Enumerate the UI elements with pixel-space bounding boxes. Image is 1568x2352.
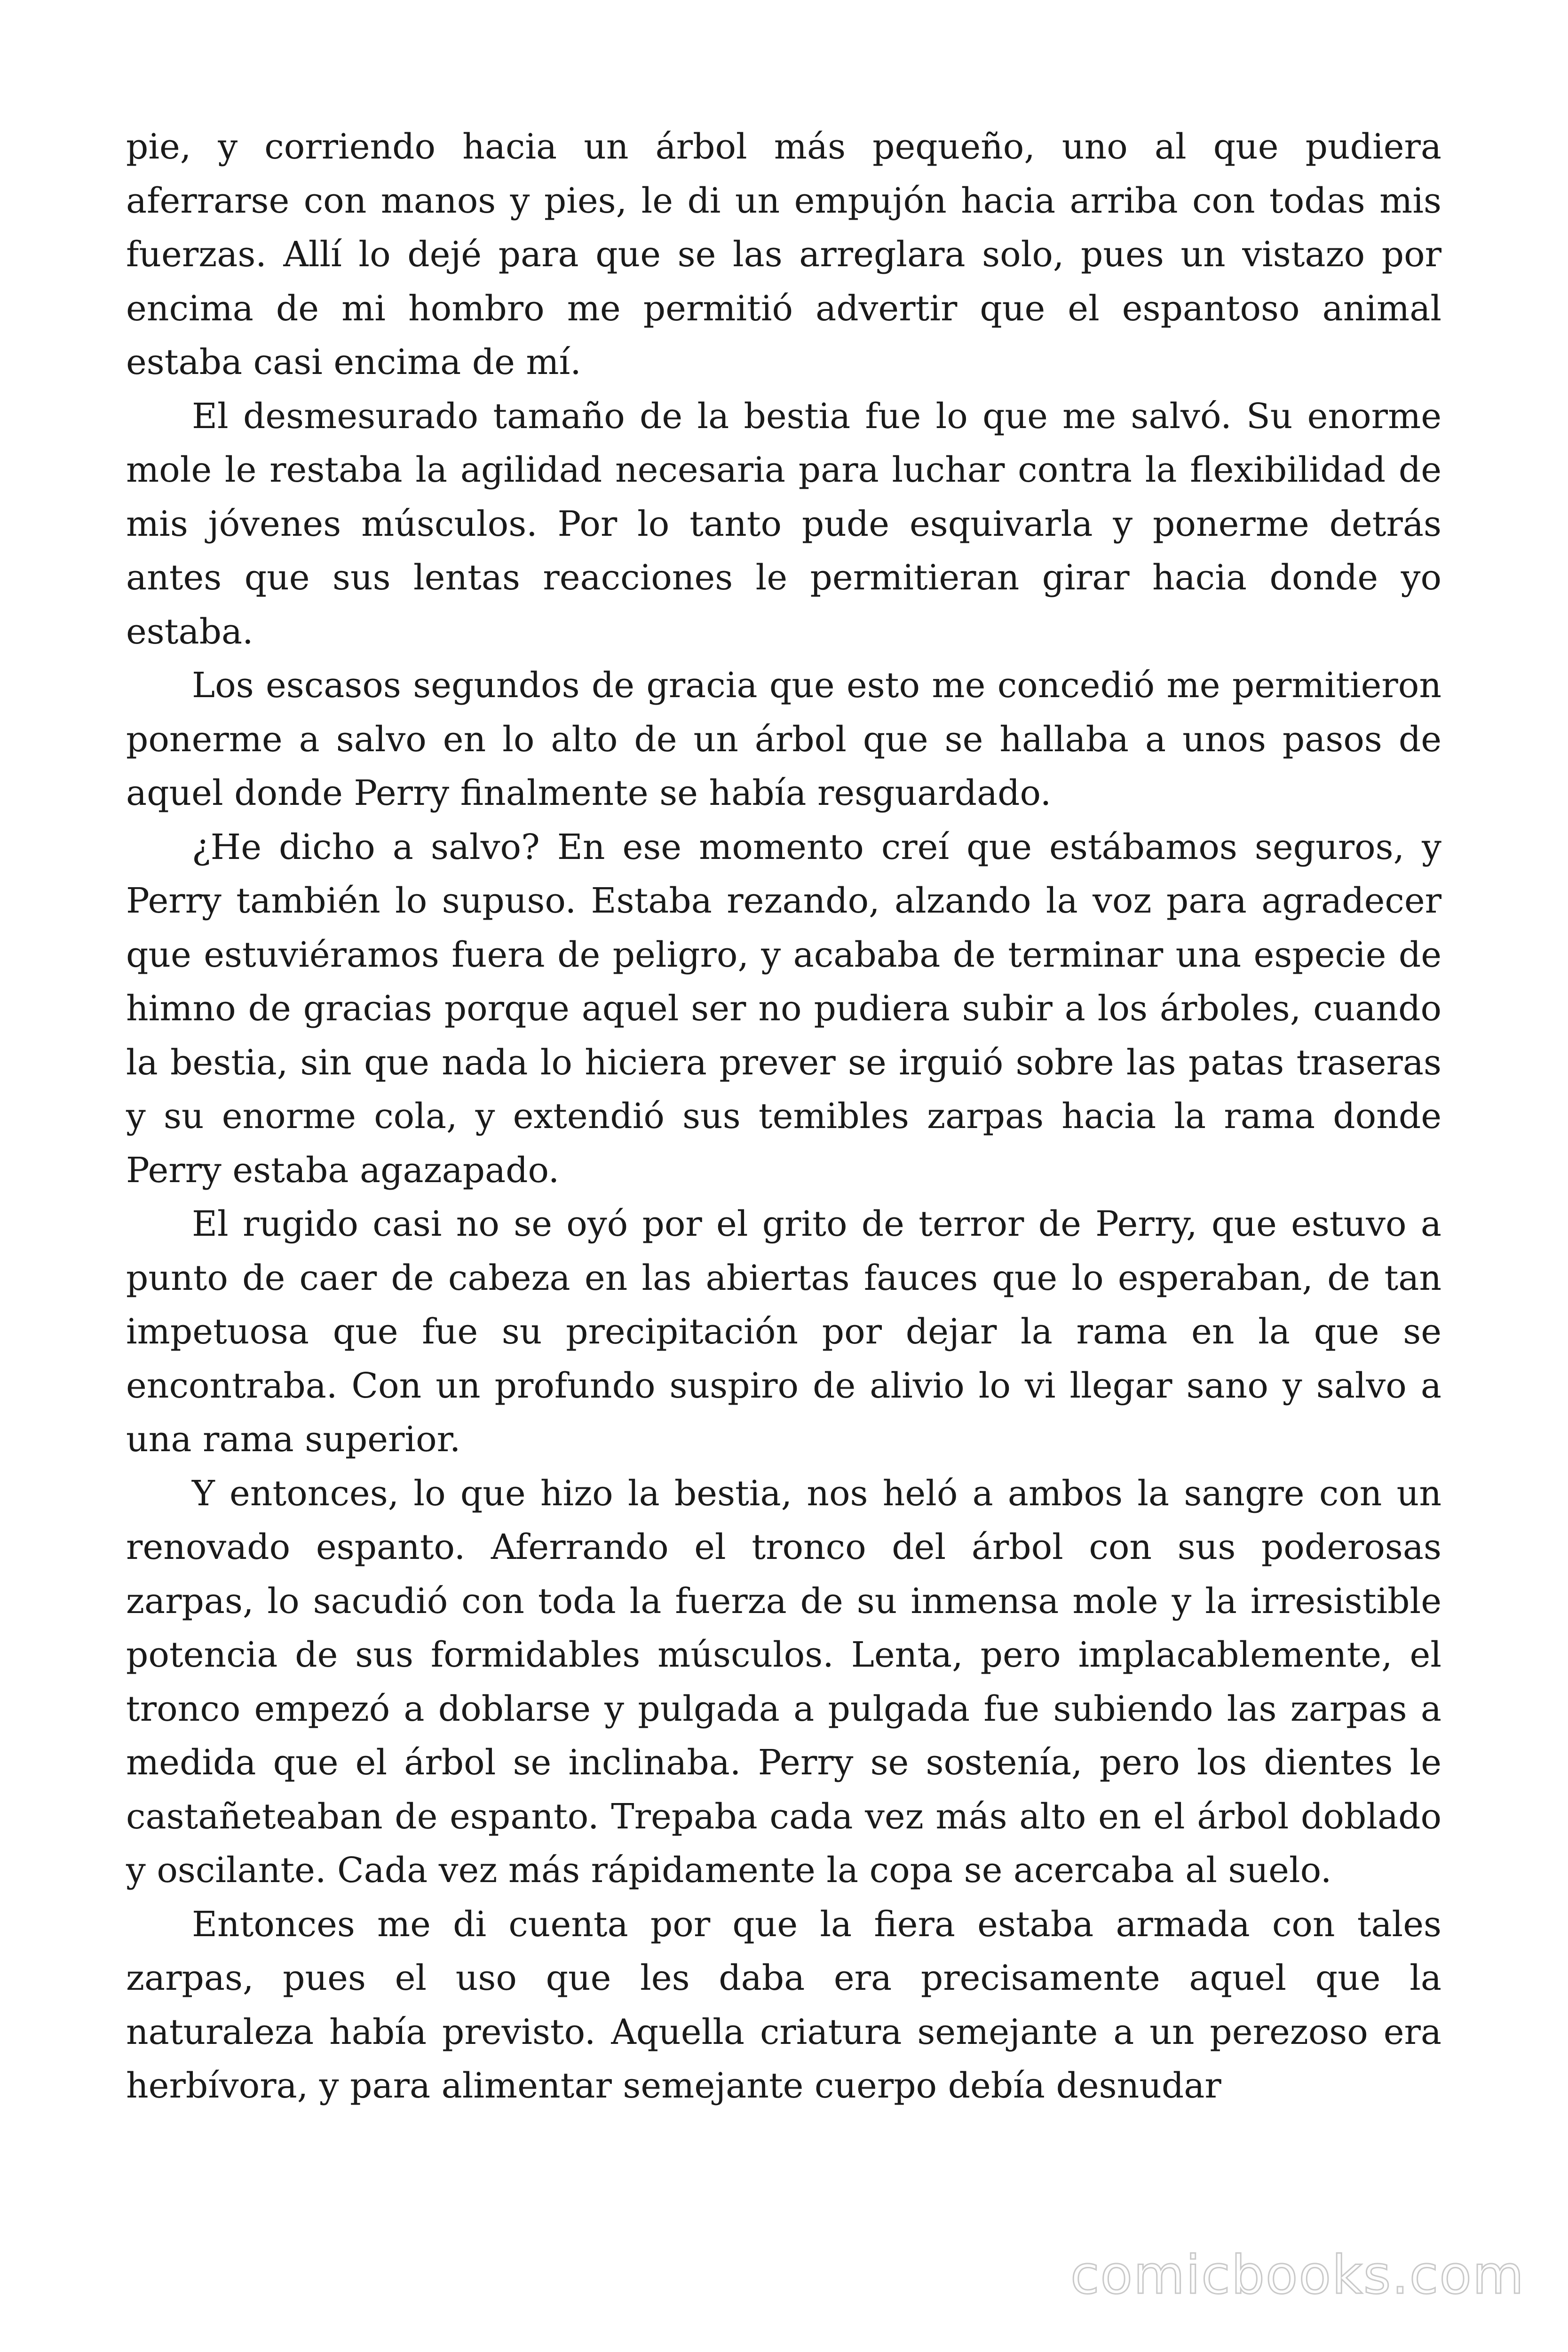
paragraph: Los escasos segundos de gracia que esto me concedió me permitieron ponerme a salvo en lo alto de un árbol que se hallaba a unos pasos de aquel donde Perry finalmente se había resguardado.	[126, 665, 1441, 813]
paragraph: El desmesurado tamaño de la bestia fue lo que me salvó. Su enorme mole le restaba la agilidad necesaria para luchar contra la flexibilidad de mis jóvenes músculos. Por lo tanto pude esquivarla y ponerme detrás antes que sus lentas reacciones le permitieran girar hacia donde yo estaba.	[126, 396, 1441, 652]
paragraph: Entonces me di cuenta por que la fiera estaba armada con tales zarpas, pues el uso que les daba era precisamente aquel que la naturaleza había previsto. Aquella criatura semejante a un perezoso era herbívora, y para alimentar semejante cuerpo debía desnudar	[126, 1904, 1441, 2106]
paragraph: El rugido casi no se oyó por el grito de terror de Perry, que estuvo a punto de caer de cabeza en las abiertas fauces que lo esperaban, de tan impetuosa que fue su precipitación por dejar la rama en la que se encontraba. Con un profundo suspiro de alivio lo vi llegar sano y salvo a una rama superior.	[126, 1204, 1441, 1460]
page-text-body	[126, 120, 1441, 2113]
watermark: comicbooks.com	[1070, 2245, 1525, 2306]
paragraph: Y entonces, lo que hizo la bestia, nos heló a ambos la sangre con un renovado espanto. Aferrando el tronco del árbol con sus poderosas zarpas, lo sacudió con toda la fuerza de su inmensa mole y la irresistible potencia de sus formidables músculos. Lenta, pero implacablemente, el tronco empezó a doblarse y pulgada a pulgada fue subiendo las zarpas a medida que el árbol se inclinaba. Perry se sostenía, pero los dientes le castañeteaban de espanto. Trepaba cada vez más alto en el árbol doblado y oscilante. Cada vez más rápidamente la copa se acercaba al suelo.	[126, 1473, 1441, 1891]
paragraph: pie, y corriendo hacia un árbol más pequeño, uno al que pudiera aferrarse con manos y pies, le di un empujón hacia arriba con todas mis fuerzas. Allí lo dejé para que se las arreglara solo, pues un vistazo por encima de mi hombro me permitió advertir que el espantoso animal estaba casi encima de mí.	[126, 127, 1441, 382]
paragraph: ¿He dicho a salvo? En ese momento creí que estábamos seguros, y Perry también lo supuso. Estaba rezando, alzando la voz para agradecer que estuviéramos fuera de peligro, y acababa de terminar una especie de himno de gracias porque aquel ser no pudiera subir a los árboles, cuando la bestia, sin que nada lo hiciera prever se irguió sobre las patas traseras y su enorme cola, y extendió sus temibles zarpas hacia la rama donde Perry estaba agazapado.	[126, 826, 1441, 1191]
